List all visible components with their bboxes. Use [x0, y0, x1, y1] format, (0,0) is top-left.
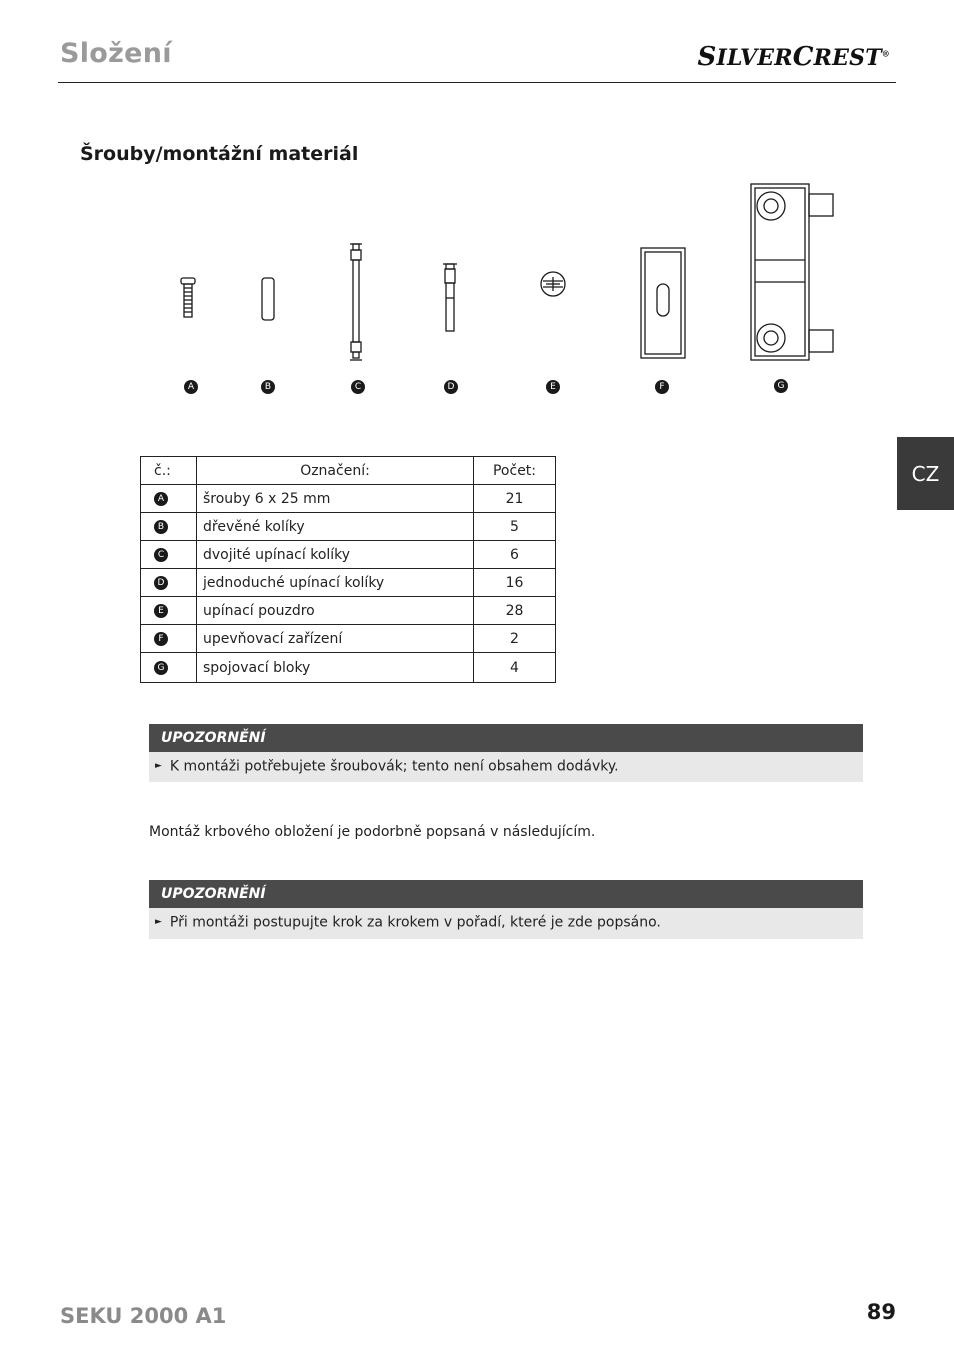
table-row	[141, 597, 556, 625]
notice-body	[149, 752, 863, 782]
notice-box	[149, 880, 863, 939]
row-qty: 16	[474, 569, 556, 597]
notice-title: UPOZORNĚNÍ	[149, 724, 863, 752]
row-id-badge: E	[154, 604, 168, 618]
row-name: jednoduché upínací kolíky	[197, 569, 474, 597]
row-qty: 2	[474, 625, 556, 653]
row-name: dřevěné kolíky	[197, 513, 474, 541]
wooden-dowel-icon	[262, 278, 274, 320]
table-row	[141, 513, 556, 541]
row-qty: 5	[474, 513, 556, 541]
part-label-g: G	[774, 379, 788, 393]
parts-drawing	[140, 178, 840, 403]
row-id-badge: A	[154, 492, 168, 506]
table-header-row	[141, 457, 556, 485]
brand-rest-2: REST	[813, 45, 882, 71]
row-qty: 28	[474, 597, 556, 625]
part-label-f: F	[655, 380, 669, 394]
part-label-e: E	[546, 380, 560, 394]
row-name: upevňovací zařízení	[197, 625, 474, 653]
row-id-badge: G	[154, 661, 168, 675]
parts-figure	[140, 178, 840, 407]
notice-title: UPOZORNĚNÍ	[149, 880, 863, 908]
brand-logo	[698, 42, 891, 72]
brand-initial-s: S	[697, 42, 717, 72]
row-id-badge: D	[154, 576, 168, 590]
row-name: šrouby 6 x 25 mm	[197, 485, 474, 513]
part-label-a: A	[184, 380, 198, 394]
header-name: Označení:	[197, 457, 474, 485]
footer-model: SEKU 2000 A1	[60, 1304, 227, 1328]
brand-rest-1: ILVER	[716, 45, 793, 71]
connecting-block-icon	[751, 184, 833, 360]
fixing-device-icon	[641, 248, 685, 358]
section-heading: Šrouby/montážní materiál	[80, 143, 359, 165]
page-title: Složení	[60, 38, 172, 69]
table-row	[141, 485, 556, 513]
row-id-badge: F	[154, 632, 168, 646]
notice-body	[149, 908, 863, 939]
parts-table	[140, 456, 556, 683]
table-row	[141, 653, 556, 683]
row-id-badge: B	[154, 520, 168, 534]
row-qty: 21	[474, 485, 556, 513]
screw-icon	[181, 278, 195, 317]
notice-text: K montáži potřebujete šroubovák; tento není obsahem dodávky.	[169, 758, 619, 775]
row-name: dvojité upínací kolíky	[197, 541, 474, 569]
table-row	[141, 541, 556, 569]
row-qty: 6	[474, 541, 556, 569]
bullet-arrow-icon: ►	[155, 917, 162, 927]
registered-mark: ®	[881, 48, 890, 59]
page-number: 89	[866, 1300, 896, 1324]
language-tab: CZ	[897, 437, 954, 510]
part-label-c: C	[351, 380, 365, 394]
clamp-sleeve-icon	[541, 272, 565, 296]
row-name: upínací pouzdro	[197, 597, 474, 625]
header-id: č.:	[141, 457, 197, 485]
part-label-b: B	[261, 380, 275, 394]
body-paragraph: Montáž krbového obložení je podorbně popsaná v následujícím.	[149, 824, 596, 840]
brand-initial-c: C	[792, 42, 814, 72]
notice-text: Při montáži postupujte krok za krokem v pořadí, které je zde popsáno.	[169, 914, 661, 931]
row-id-badge: C	[154, 548, 168, 562]
part-label-d: D	[444, 380, 458, 394]
notice-box	[149, 724, 863, 782]
row-qty: 4	[474, 653, 556, 683]
table-row	[141, 569, 556, 597]
bullet-arrow-icon: ►	[155, 761, 162, 771]
row-name: spojovací bloky	[197, 653, 474, 683]
header-divider	[58, 82, 896, 83]
single-clamp-dowel-icon	[443, 264, 457, 331]
double-clamp-dowel-icon	[350, 244, 362, 360]
table-row	[141, 625, 556, 653]
header-qty: Počet:	[474, 457, 556, 485]
